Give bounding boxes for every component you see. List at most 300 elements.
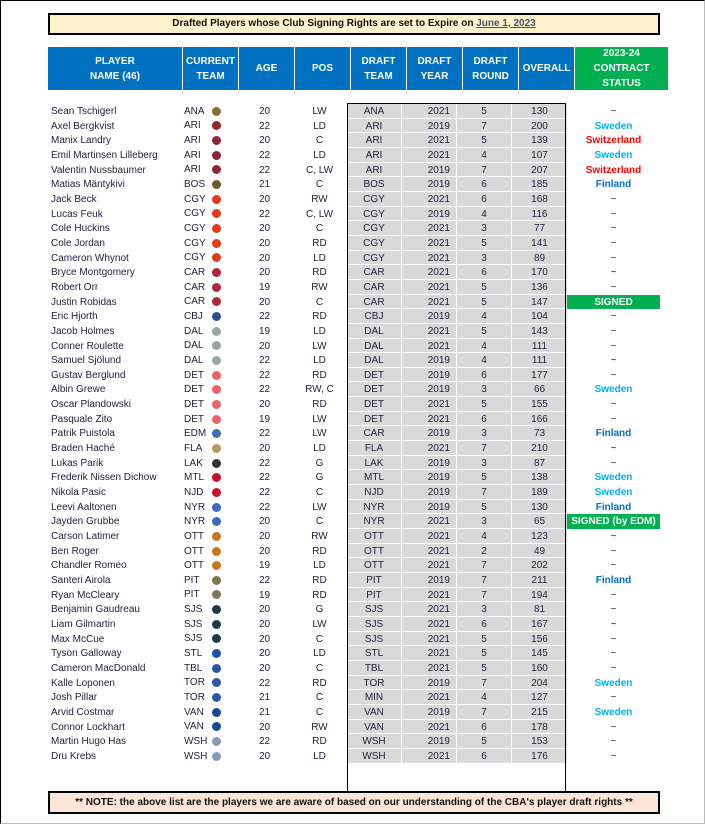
team-abbr: CGY xyxy=(184,237,206,249)
draft-round: 5 xyxy=(457,646,512,661)
age: 22 xyxy=(258,384,271,396)
team-logo-icon xyxy=(212,297,221,306)
draft-round: 6 xyxy=(457,192,512,207)
team-abbr: PIT xyxy=(184,574,200,586)
player-name: Martin Hugo Has xyxy=(51,736,127,748)
draft-team: DET xyxy=(347,382,402,397)
draft-team: TBL xyxy=(347,661,402,676)
team-abbr: PIT xyxy=(184,589,200,601)
team-logo-icon xyxy=(212,385,221,394)
overall-pick: 194 xyxy=(512,588,567,603)
table-row xyxy=(48,661,660,676)
draft-team: DAL xyxy=(347,324,402,339)
table-row xyxy=(48,426,660,441)
team-logo-icon xyxy=(212,517,221,526)
position: RD xyxy=(312,267,327,279)
draft-team: SJS xyxy=(347,632,402,647)
current-team xyxy=(182,441,237,456)
team-abbr: DET xyxy=(184,413,204,425)
age: 22 xyxy=(258,311,271,323)
position: RW, C xyxy=(305,384,334,396)
draft-round: 7 xyxy=(457,119,512,134)
team-logo-icon xyxy=(212,503,221,512)
contract-status: ~ xyxy=(610,340,617,352)
draft-year: 2021 xyxy=(402,251,457,266)
overall-pick: 87 xyxy=(512,456,567,471)
overall-pick: 66 xyxy=(512,382,567,397)
team-logo-icon xyxy=(212,459,221,468)
contract-status: Sweden xyxy=(594,487,633,499)
draft-team: WSH xyxy=(347,734,402,749)
draft-round: 4 xyxy=(457,207,512,222)
age: 20 xyxy=(258,296,271,308)
contract-status: Finland xyxy=(595,428,632,440)
overall-pick: 178 xyxy=(512,720,567,735)
position: C, LW xyxy=(305,164,334,176)
table-row xyxy=(48,500,660,515)
age: 22 xyxy=(258,677,271,689)
draft-team: CGY xyxy=(347,236,402,251)
draft-round: 7 xyxy=(457,441,512,456)
overall-pick: 189 xyxy=(512,485,567,500)
age: 20 xyxy=(258,340,271,352)
draft-team: ANA xyxy=(347,104,402,119)
contract-status: ~ xyxy=(610,267,617,279)
current-team xyxy=(182,221,237,236)
position: LW xyxy=(312,428,327,440)
contract-status: ~ xyxy=(610,355,617,367)
contract-status: Finland xyxy=(595,575,632,586)
player-name: Jack Beck xyxy=(51,193,97,205)
table-row xyxy=(48,309,660,324)
position: LD xyxy=(313,443,326,455)
team-abbr: ARI xyxy=(184,120,201,132)
draft-team: DET xyxy=(347,412,402,427)
team-abbr: SJS xyxy=(184,604,203,616)
player-name: Braden Haché xyxy=(51,443,115,455)
draft-round: 6 xyxy=(457,749,512,764)
age: 20 xyxy=(258,267,271,279)
draft-year: 2019 xyxy=(402,163,457,178)
position: RD xyxy=(312,369,327,381)
age: 22 xyxy=(258,149,271,161)
age: 20 xyxy=(258,721,271,733)
table-row xyxy=(48,720,660,735)
draft-team: SJS xyxy=(347,602,402,617)
header-overall: OVERALL xyxy=(519,47,575,90)
position: LW xyxy=(312,618,327,630)
draft-team: DET xyxy=(347,397,402,412)
team-logo-icon xyxy=(212,107,221,116)
draft-round: 5 xyxy=(457,236,512,251)
page-title xyxy=(48,13,660,35)
draft-year: 2021 xyxy=(402,588,457,603)
overall-pick: 104 xyxy=(512,309,567,324)
table-row xyxy=(48,265,660,280)
player-name: Ben Roger xyxy=(51,545,99,557)
draft-year: 2021 xyxy=(402,412,457,427)
team-abbr: ARI xyxy=(184,164,201,176)
team-abbr: CGY xyxy=(184,223,206,235)
current-team xyxy=(182,177,237,192)
position: RW xyxy=(311,721,328,733)
overall-pick: 81 xyxy=(512,602,567,617)
player-name: Liam Gilmartin xyxy=(51,618,116,630)
draft-round: 5 xyxy=(457,397,512,412)
position: RW xyxy=(311,281,328,293)
draft-round: 5 xyxy=(457,470,512,485)
table-row xyxy=(48,163,660,178)
table-row xyxy=(48,470,660,485)
position: LD xyxy=(313,149,326,161)
draft-round: 5 xyxy=(457,324,512,339)
player-name: Cole Huckins xyxy=(51,223,110,235)
player-name: Justin Robidas xyxy=(51,296,117,308)
team-abbr: TOR xyxy=(184,692,205,704)
position: LW xyxy=(312,340,327,352)
draft-year: 2021 xyxy=(402,133,457,148)
player-name: Conner Roulette xyxy=(51,340,124,352)
draft-round: 5 xyxy=(457,280,512,295)
team-abbr: CAR xyxy=(184,281,206,293)
draft-round: 7 xyxy=(457,676,512,691)
overall-pick: 107 xyxy=(512,148,567,163)
current-team xyxy=(182,588,237,603)
table-row xyxy=(48,236,660,251)
current-team xyxy=(182,573,237,588)
table-row xyxy=(48,412,660,427)
current-team xyxy=(182,676,237,691)
player-name: Manix Landry xyxy=(51,135,112,147)
draft-round: 6 xyxy=(457,412,512,427)
table-row xyxy=(48,485,660,500)
table-row xyxy=(48,353,660,368)
draft-year: 2019 xyxy=(402,309,457,324)
draft-year: 2019 xyxy=(402,177,457,192)
draft-team: ARI xyxy=(347,119,402,134)
draft-round: 7 xyxy=(457,573,512,588)
player-name: Santeri Airola xyxy=(51,575,111,586)
team-abbr: CAR xyxy=(184,296,206,308)
draft-year: 2019 xyxy=(402,485,457,500)
draft-team: PIT xyxy=(347,588,402,603)
draft-team: OTT xyxy=(347,558,402,573)
table-row xyxy=(48,734,660,749)
table-row xyxy=(48,382,660,397)
age: 20 xyxy=(258,516,271,528)
draft-team: MIN xyxy=(347,690,402,705)
current-team xyxy=(182,368,237,383)
overall-pick: 145 xyxy=(512,646,567,661)
current-team xyxy=(182,485,237,500)
player-name: Sean Tschigerl xyxy=(51,106,117,117)
overall-pick: 141 xyxy=(512,236,567,251)
age: 19 xyxy=(258,560,271,572)
draft-team: NJD xyxy=(347,485,402,500)
table-row xyxy=(48,632,660,647)
age: 22 xyxy=(258,487,271,499)
team-logo-icon xyxy=(212,341,221,350)
position: LW xyxy=(312,106,327,117)
contract-status: Sweden xyxy=(594,706,633,718)
team-logo-icon xyxy=(212,136,221,145)
draft-year: 2021 xyxy=(402,617,457,632)
age: 19 xyxy=(258,325,271,337)
draft-team: CAR xyxy=(347,280,402,295)
current-team xyxy=(182,720,237,735)
player-name: Robert Orr xyxy=(51,281,99,293)
team-abbr: OTT xyxy=(184,545,204,557)
position: C xyxy=(315,516,324,528)
age: 22 xyxy=(258,472,271,484)
team-logo-icon xyxy=(212,590,221,599)
draft-team: CGY xyxy=(347,207,402,222)
draft-team: DAL xyxy=(347,353,402,368)
age: 20 xyxy=(258,135,271,147)
overall-pick: 168 xyxy=(512,192,567,207)
position: LW xyxy=(312,413,327,425)
age: 21 xyxy=(258,706,271,718)
current-team xyxy=(182,617,237,632)
contract-status: ~ xyxy=(610,252,617,264)
team-abbr: CGY xyxy=(184,193,206,205)
current-team xyxy=(182,133,237,148)
current-team xyxy=(182,324,237,339)
table-row xyxy=(48,705,660,720)
contract-status: ~ xyxy=(610,531,617,543)
draft-round: 4 xyxy=(457,339,512,354)
team-logo-icon xyxy=(212,678,221,687)
draft-team: SJS xyxy=(347,617,402,632)
team-logo-icon xyxy=(212,327,221,336)
header-current-team: CURRENT TEAM xyxy=(183,47,239,90)
draft-round: 3 xyxy=(457,221,512,236)
player-name: Josh Pillar xyxy=(51,692,98,704)
current-team xyxy=(182,500,237,515)
player-name: Leevi Aaltonen xyxy=(51,501,117,513)
contract-status: ~ xyxy=(610,560,617,572)
overall-pick: 166 xyxy=(512,412,567,427)
current-team xyxy=(182,470,237,485)
contract-status: Sweden xyxy=(594,120,633,132)
draft-team: ARI xyxy=(347,148,402,163)
draft-team: VAN xyxy=(347,720,402,735)
table-row xyxy=(48,544,660,559)
player-name: Nikola Pasic xyxy=(51,487,107,499)
current-team xyxy=(182,529,237,544)
team-abbr: NYR xyxy=(184,516,206,528)
position: LD xyxy=(313,355,326,367)
draft-round: 4 xyxy=(457,353,512,368)
draft-team: OTT xyxy=(347,529,402,544)
draft-team: FLA xyxy=(347,441,402,456)
overall-pick: 202 xyxy=(512,558,567,573)
table-row xyxy=(48,617,660,632)
table-row xyxy=(48,119,660,134)
table-row xyxy=(48,646,660,661)
age: 20 xyxy=(258,531,271,543)
current-team xyxy=(182,104,237,119)
draft-round: 3 xyxy=(457,251,512,266)
overall-pick: 204 xyxy=(512,676,567,691)
draft-year: 2019 xyxy=(402,734,457,749)
current-team xyxy=(182,397,237,412)
draft-round: 4 xyxy=(457,309,512,324)
draft-year: 2019 xyxy=(402,705,457,720)
table-row xyxy=(48,456,660,471)
contract-status: Sweden xyxy=(594,677,633,689)
contract-status: Switzerland xyxy=(585,164,642,176)
team-logo-icon xyxy=(212,444,221,453)
draft-year: 2019 xyxy=(402,368,457,383)
overall-pick: 89 xyxy=(512,251,567,266)
age: 19 xyxy=(258,589,271,601)
overall-pick: 156 xyxy=(512,632,567,647)
current-team xyxy=(182,734,237,749)
position: G xyxy=(315,604,324,616)
team-logo-icon xyxy=(212,180,221,189)
current-team xyxy=(182,690,237,705)
player-name: Cameron MacDonald xyxy=(51,662,146,674)
position: RD xyxy=(312,677,327,689)
overall-pick: 73 xyxy=(512,426,567,441)
draft-year: 2021 xyxy=(402,602,457,617)
team-abbr: CGY xyxy=(184,252,206,264)
overall-pick: 111 xyxy=(512,353,567,368)
age: 21 xyxy=(258,692,271,704)
position: C xyxy=(315,135,324,147)
header-draft-team: DRAFT TEAM xyxy=(351,47,407,90)
age: 22 xyxy=(258,575,271,586)
table-row xyxy=(48,221,660,236)
position: C xyxy=(315,223,324,235)
contract-status: Sweden xyxy=(594,149,633,161)
table-row xyxy=(48,690,660,705)
header-draft-year: DRAFT YEAR xyxy=(407,47,463,90)
current-team xyxy=(182,705,237,720)
draft-team: TOR xyxy=(347,676,402,691)
draft-year: 2019 xyxy=(402,119,457,134)
draft-round: 3 xyxy=(457,456,512,471)
player-name: Jacob Holmes xyxy=(51,325,115,337)
current-team xyxy=(182,236,237,251)
player-name: Carson Latimer xyxy=(51,531,120,543)
draft-year: 2019 xyxy=(402,676,457,691)
draft-team: CBJ xyxy=(347,309,402,324)
team-abbr: WSH xyxy=(184,750,208,762)
footer-note: ** NOTE: the above list are the players we are aware of based on our understanding of the CBA's player draft rights ** xyxy=(48,791,660,814)
team-abbr: OTT xyxy=(184,560,204,572)
draft-round: 6 xyxy=(457,177,512,192)
team-abbr: CBJ xyxy=(184,311,203,323)
draft-year: 2021 xyxy=(402,514,457,529)
overall-pick: 167 xyxy=(512,617,567,632)
current-team xyxy=(182,192,237,207)
player-table xyxy=(48,104,660,764)
age: 19 xyxy=(258,413,271,425)
contract-status: ~ xyxy=(610,604,617,616)
table-row xyxy=(48,588,660,603)
team-logo-icon xyxy=(212,283,221,292)
draft-year: 2021 xyxy=(402,558,457,573)
overall-pick: 130 xyxy=(512,104,567,119)
team-logo-icon xyxy=(212,415,221,424)
overall-pick: 111 xyxy=(512,339,567,354)
team-logo-icon xyxy=(212,151,221,160)
header-draft-round: DRAFT ROUND xyxy=(463,47,519,90)
title-text: Drafted Players whose Club Signing Rights are set to Expire on xyxy=(172,18,477,29)
team-abbr: TOR xyxy=(184,677,205,689)
age: 20 xyxy=(258,223,271,235)
player-name: Lucas Feuk xyxy=(51,208,103,220)
age: 20 xyxy=(258,237,271,249)
current-team xyxy=(182,207,237,222)
position: C xyxy=(315,662,324,674)
current-team xyxy=(182,749,237,764)
contract-status: ~ xyxy=(610,325,617,337)
overall-pick: 65 xyxy=(512,514,567,529)
age: 20 xyxy=(258,648,271,660)
draft-round: 2 xyxy=(457,544,512,559)
team-logo-icon xyxy=(212,488,221,497)
position: G xyxy=(315,472,324,484)
overall-pick: 170 xyxy=(512,265,567,280)
player-name: Bryce Montgomery xyxy=(51,267,135,279)
table-row xyxy=(48,295,660,310)
team-logo-icon xyxy=(212,195,221,204)
contract-status: ~ xyxy=(610,648,617,660)
table-row xyxy=(48,441,660,456)
age: 22 xyxy=(258,457,271,469)
player-name: Valentin Nussbaumer xyxy=(51,164,146,176)
draft-round: 5 xyxy=(457,661,512,676)
overall-pick: 138 xyxy=(512,470,567,485)
age: 20 xyxy=(258,750,271,762)
player-name: Cole Jordan xyxy=(51,237,105,249)
draft-round: 6 xyxy=(457,617,512,632)
age: 22 xyxy=(258,428,271,440)
draft-team: CGY xyxy=(347,251,402,266)
table-row xyxy=(48,514,660,529)
player-name: Ryan McCleary xyxy=(51,589,120,601)
draft-team: STL xyxy=(347,646,402,661)
team-abbr: DET xyxy=(184,369,204,381)
draft-year: 2021 xyxy=(402,646,457,661)
draft-round: 4 xyxy=(457,148,512,163)
draft-year: 2021 xyxy=(402,324,457,339)
age: 22 xyxy=(258,736,271,748)
overall-pick: 143 xyxy=(512,324,567,339)
team-logo-icon xyxy=(212,737,221,746)
current-team xyxy=(182,353,237,368)
age: 22 xyxy=(258,501,271,513)
contract-status: Sweden xyxy=(594,384,633,396)
contract-status: SIGNED (by EDM) xyxy=(567,514,660,529)
draft-round: 3 xyxy=(457,602,512,617)
player-name: Samuel Sjölund xyxy=(51,355,122,367)
player-name: Matias Mäntykivi xyxy=(51,179,125,191)
team-logo-icon xyxy=(212,429,221,438)
overall-pick: 147 xyxy=(512,295,567,310)
team-logo-icon xyxy=(212,649,221,658)
position: RD xyxy=(312,589,327,601)
overall-pick: 77 xyxy=(512,221,567,236)
current-team xyxy=(182,544,237,559)
draft-year: 2021 xyxy=(402,632,457,647)
draft-round: 6 xyxy=(457,265,512,280)
age: 21 xyxy=(258,179,271,191)
position: LD xyxy=(313,252,326,264)
